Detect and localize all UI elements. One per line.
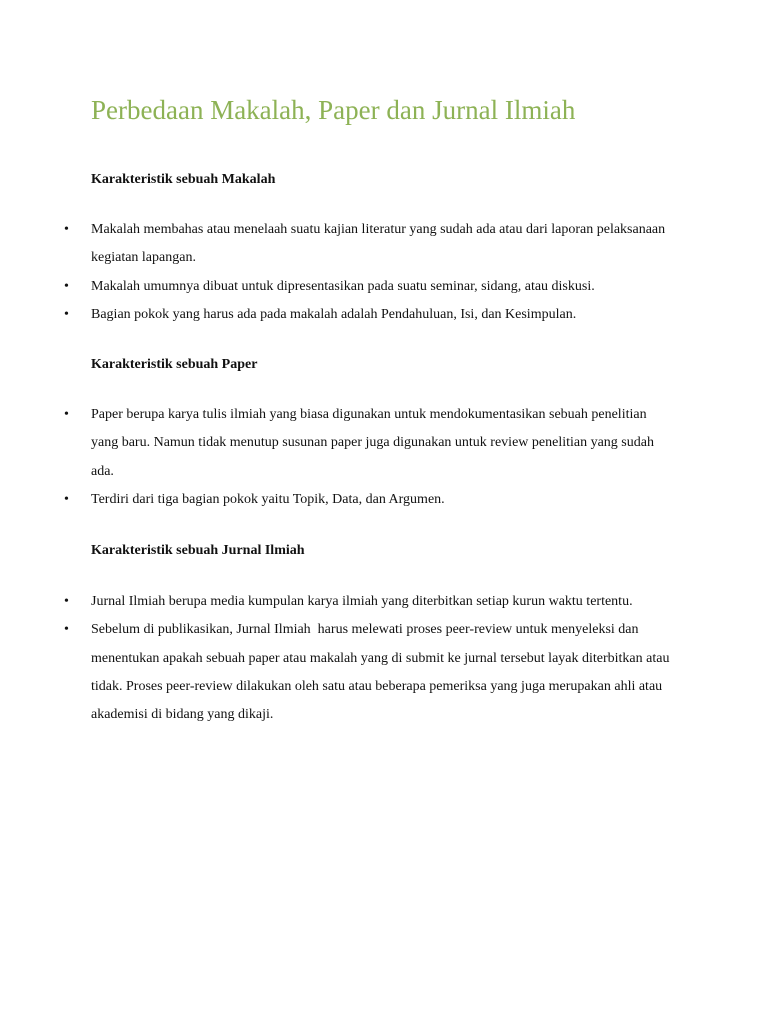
bullet-icon: •: [64, 306, 69, 322]
list-item: [0, 301, 671, 329]
bullet-icon: •: [64, 278, 69, 294]
list-item-text: Bagian pokok yang harus ada pada makalah adalah Pendahuluan, Isi, dan Kesimpulan.: [91, 306, 577, 322]
list-item-text: Makalah membahas atau menelaah suatu kajian literatur yang sudah ada atau dari laporan pelaksanaan kegiatan lapangan.: [91, 222, 666, 266]
section-heading: Karakteristik sebuah Jurnal Ilmiah: [91, 543, 305, 558]
list-item: [0, 273, 671, 301]
list-item-text: Terdiri dari tiga bagian pokok yaitu Topik, Data, dan Argumen.: [91, 491, 445, 507]
bullet-icon: •: [64, 407, 69, 422]
list-item: [0, 486, 671, 514]
bullet-icon: •: [64, 491, 69, 507]
bullet-list: [0, 401, 768, 514]
section-heading: Karakteristik sebuah Makalah: [91, 172, 276, 187]
bullet-icon: •: [64, 222, 69, 237]
bullet-icon: •: [64, 594, 69, 609]
list-item: [0, 401, 671, 486]
list-item: [0, 588, 671, 616]
list-item-text: Makalah umumnya dibuat untuk dipresentasikan pada suatu seminar, sidang, atau diskusi.: [91, 278, 595, 294]
list-item-text: Sebelum di publikasikan, Jurnal Ilmiah harus melewati proses peer-review untuk menyeleksi dan menentukan apakah sebuah paper atau makalah yang di submit ke jurnal tersebut layak diterbitkan atau tidak. Proses peer-review dilakukan oleh satu atau beberapa pemeriksa yang juga merupakan ahli atau akademisi di bidang yang dikaji.: [91, 622, 673, 723]
bullet-icon: •: [64, 622, 69, 638]
list-item-text: Jurnal Ilmiah berupa media kumpulan karya ilmiah yang diterbitkan setiap kurun waktu tertentu.: [91, 594, 633, 609]
list-item: [0, 616, 671, 729]
bullet-list: [0, 588, 768, 729]
document-title: Perbedaan Makalah, Paper dan Jurnal Ilmiah: [91, 95, 576, 125]
section-heading: Karakteristik sebuah Paper: [91, 357, 258, 372]
list-item-text: Paper berupa karya tulis ilmiah yang biasa digunakan untuk mendokumentasikan sebuah penelitian yang baru. Namun tidak menutup susunan paper juga digunakan untuk review penelitian yang sudah ada.: [91, 407, 654, 479]
bullet-list: [0, 216, 768, 329]
list-item: [0, 216, 671, 273]
